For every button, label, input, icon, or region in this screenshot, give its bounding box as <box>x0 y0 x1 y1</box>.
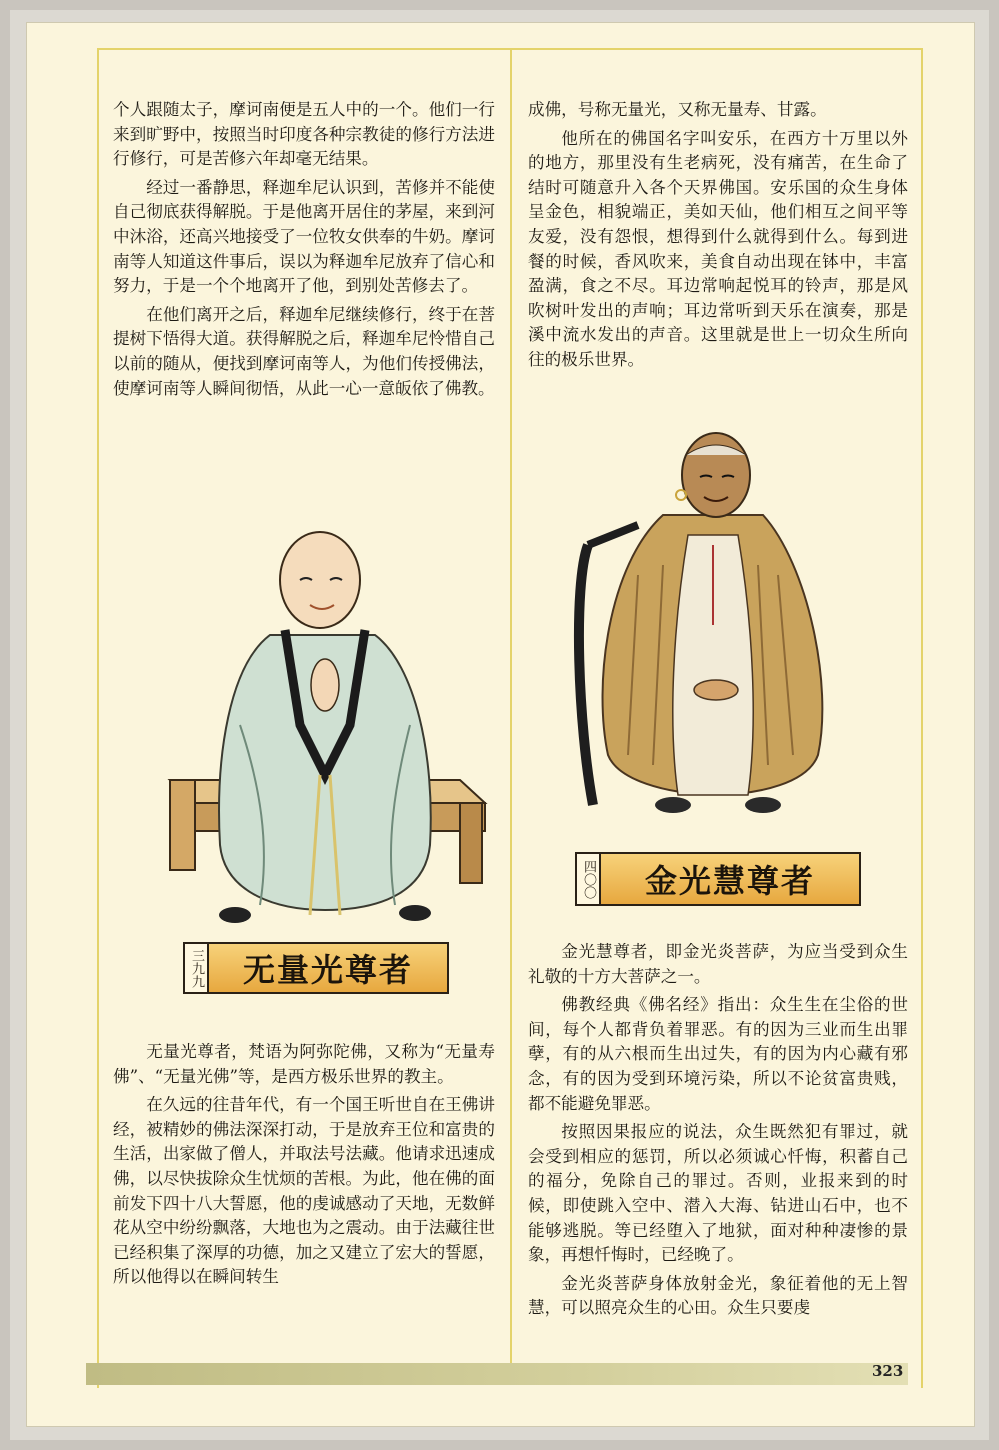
paragraph: 金光慧尊者，即金光炎菩萨，为应当受到众生礼敬的十方大菩萨之一。 <box>528 942 908 986</box>
left-top-text <box>113 98 495 405</box>
paragraph: 佛教经典《佛名经》指出：众生生在尘俗的世间，每个人都背负着罪恶。有的因为三业而生出罪孽，有的从六根而生出过失，有的因为内心藏有邪念，有的因为受到环境污染，所以不论贫富贵贱，都不能避免罪恶。 <box>528 995 908 1113</box>
plate-number: 三九九 <box>183 942 209 994</box>
right-margin-rule <box>921 48 923 1388</box>
elder-illustration <box>568 425 858 835</box>
left-margin-rule <box>97 48 99 1388</box>
paragraph: 在久远的往昔年代，有一个国王听世自在王佛讲经，被精妙的佛法深深打动，于是放弃王位和富贵的生活，出家做了僧人，并取法号法藏。他请求迅速成佛，以尽快拔除众生忧烦的苦根。为此，他在佛的面前发下四十八大誓愿，他的虔诚感动了天地，无数鲜花从空中纷纷飘落，大地也为之震动。由于法藏往世已经积集了深厚的功德，加之又建立了宏大的誓愿，所以他得以在瞬间转生 <box>113 1095 495 1287</box>
page-number: 323 <box>872 1362 904 1380</box>
paragraph: 个人跟随太子，摩诃南便是五人中的一个。他们一行来到旷野中，按照当时印度各种宗教徒的修行方法进行修行，可是苦修六年却毫无结果。 <box>113 100 495 169</box>
paragraph: 成佛，号称无量光，又称无量寿、甘露。 <box>528 100 827 119</box>
right-title-box <box>575 852 861 906</box>
right-bottom-text <box>528 940 908 1325</box>
right-top-text <box>528 98 908 377</box>
plate-number: 四〇〇 <box>575 852 601 906</box>
top-rule <box>97 48 923 50</box>
monk-illustration <box>160 525 490 935</box>
paragraph: 他所在的佛国名字叫安乐，在西方十万里以外的地方，那里没有生老病死，没有痛苦，在生命了结时可随意升入各个天界佛国。安乐国的众生身体呈金色，相貌端正，美如天仙，他们相互之间平等友爱，没有怨恨，想得到什么就得到什么。每到进餐的时候，香风吹来，美食自动出现在钵中，丰富盈满，食之不尽。耳边常响起悦耳的铃声，那是风吹树叶发出的声响；耳边常听到天乐在演奏，那是溪中流水发出的声音。这里就是世上一切众生所向往的极乐世界。 <box>528 128 908 369</box>
paragraph: 金光炎菩萨身体放射金光，象征着他的无上智慧，可以照亮众生的心田。众生只要虔 <box>528 1273 908 1318</box>
center-rule <box>510 48 512 1368</box>
paragraph: 经过一番静思，释迦牟尼认识到，苦修并不能使自己彻底获得解脱。于是他离开居住的茅屋，来到河中沐浴，还高兴地接受了一位牧女供奉的牛奶。摩诃南等人知道这件事后，误以为释迦牟尼放弃了信心和努力，于是一个个地离开了他，到别处苦修去了。 <box>113 177 495 296</box>
plate-title: 金光慧尊者 <box>601 852 861 906</box>
paragraph: 在他们离开之后，释迦牟尼继续修行，终于在菩提树下悟得大道。获得解脱之后，释迦牟尼怜惜自己以前的随从，便找到摩诃南等人，为他们传授佛法，使摩诃南等人瞬间彻悟，从此一心一意皈依了佛教。 <box>113 304 495 398</box>
footer-band <box>86 1363 908 1385</box>
left-bottom-text <box>113 1040 495 1294</box>
left-title-box <box>183 942 449 994</box>
paragraph: 无量光尊者，梵语为阿弥陀佛，又称为“无量寿佛”、“无量光佛”等，是西方极乐世界的教主。 <box>113 1042 495 1086</box>
plate-title: 无量光尊者 <box>209 942 449 994</box>
paragraph: 按照因果报应的说法，众生既然犯有罪过，就会受到相应的惩罚，所以必须诚心忏悔，积蓄自己的福分，免除自己的罪过。否则，业报来到的时候，即使跳入空中、潜入大海、钻进山石中，也不能够逃脱。等已经堕入了地狱，面对种种凄惨的景象，再想忏悔时，已经晚了。 <box>528 1122 908 1265</box>
